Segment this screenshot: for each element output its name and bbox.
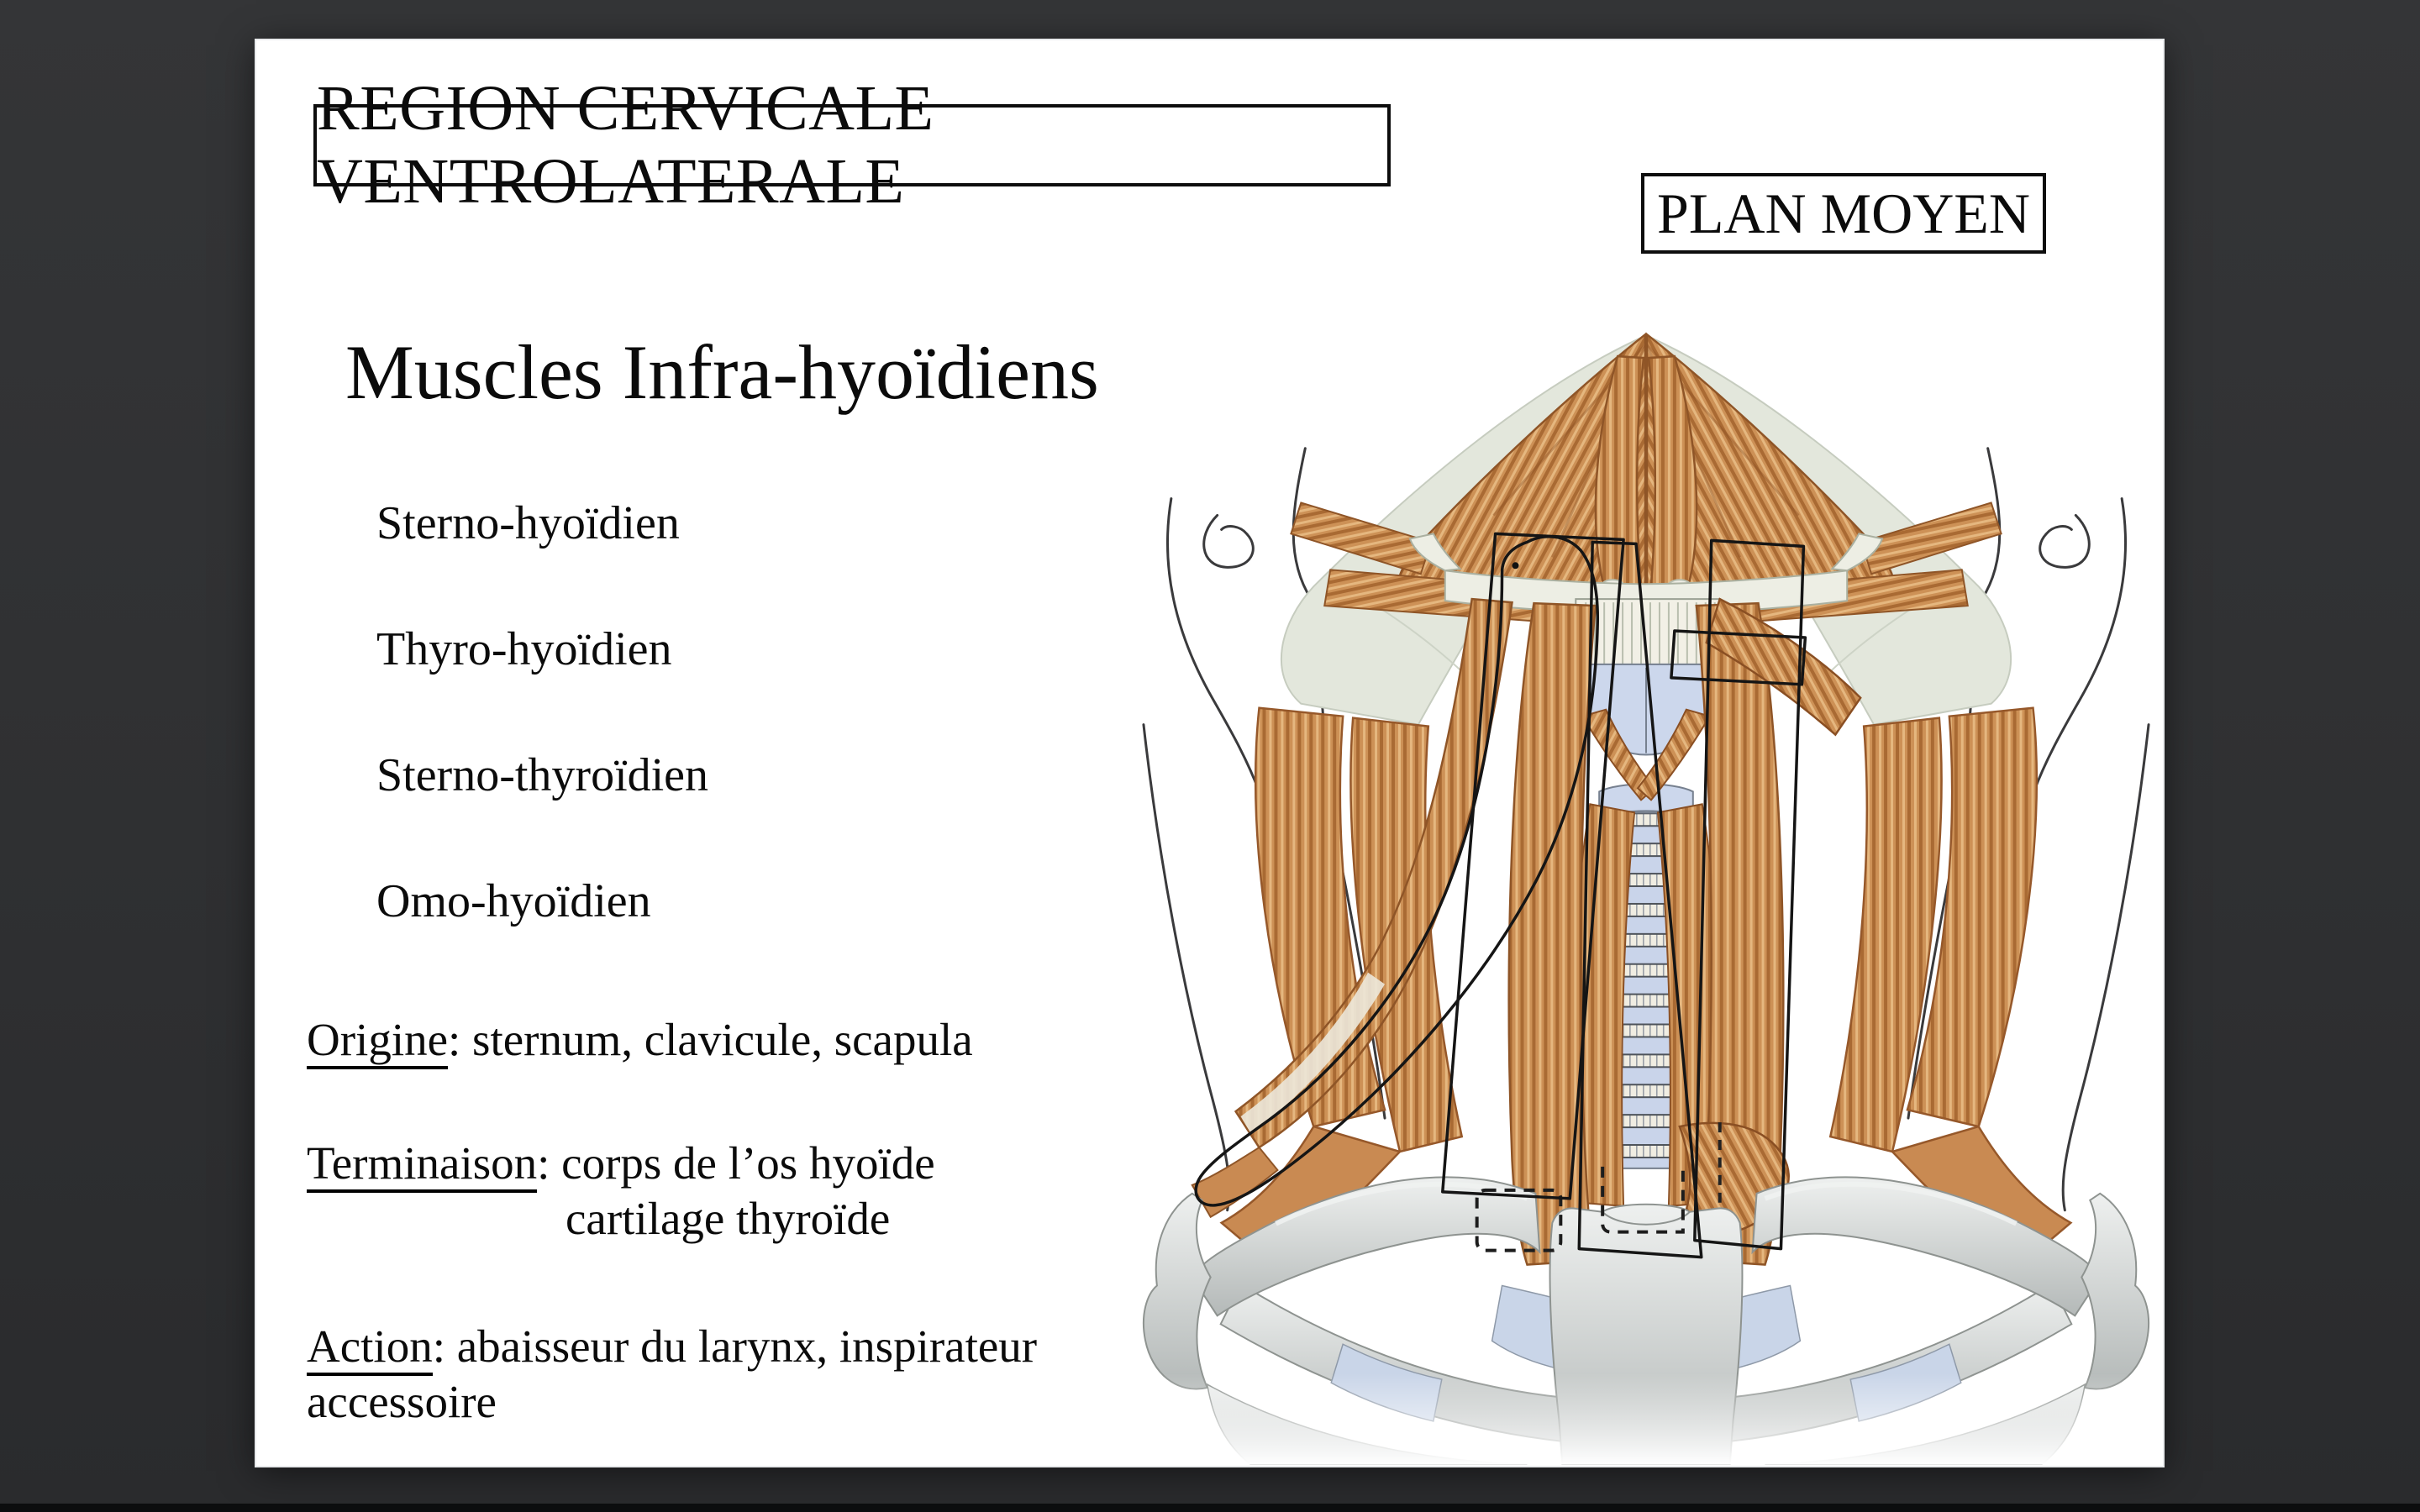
slide [256,40,2163,1466]
action-text-line2: accessoire [307,1376,497,1427]
action-text: : abaisseur du larynx, inspirateur [432,1320,1038,1372]
terminaison-term: Terminaison [307,1137,537,1193]
origine-text: : sternum, clavicule, scapula [448,1014,973,1065]
plan-label: PLAN MOYEN [1657,181,2030,245]
terminaison-text: : corps de l’os hyoïde [537,1137,935,1189]
fade-out [1134,1373,2159,1465]
muscle-list-item: Thyro-hyoïdien [376,623,672,675]
origine-line [307,1012,973,1068]
region-title: REGION CERVICALE VENTROLATERALE [317,73,934,217]
action-line [307,1319,1037,1430]
viewer-bottom-bar [0,1504,2420,1512]
region-title-box [313,73,1391,217]
muscle-list-item: Sterno-hyoïdien [376,497,680,549]
terminaison-line [307,1136,935,1247]
muscle-list-item: Sterno-thyroïdien [376,749,709,801]
terminaison-text-line2: cartilage thyroïde [566,1193,891,1244]
plan-box [1641,173,2046,254]
page-title: Muscles Infra-hyoïdiens [345,329,1099,415]
muscle-list-item: Omo-hyoïdien [376,875,651,927]
origine-term: Origine [307,1014,448,1069]
anatomy-illustration [1134,323,2159,1465]
action-term: Action [307,1320,433,1376]
